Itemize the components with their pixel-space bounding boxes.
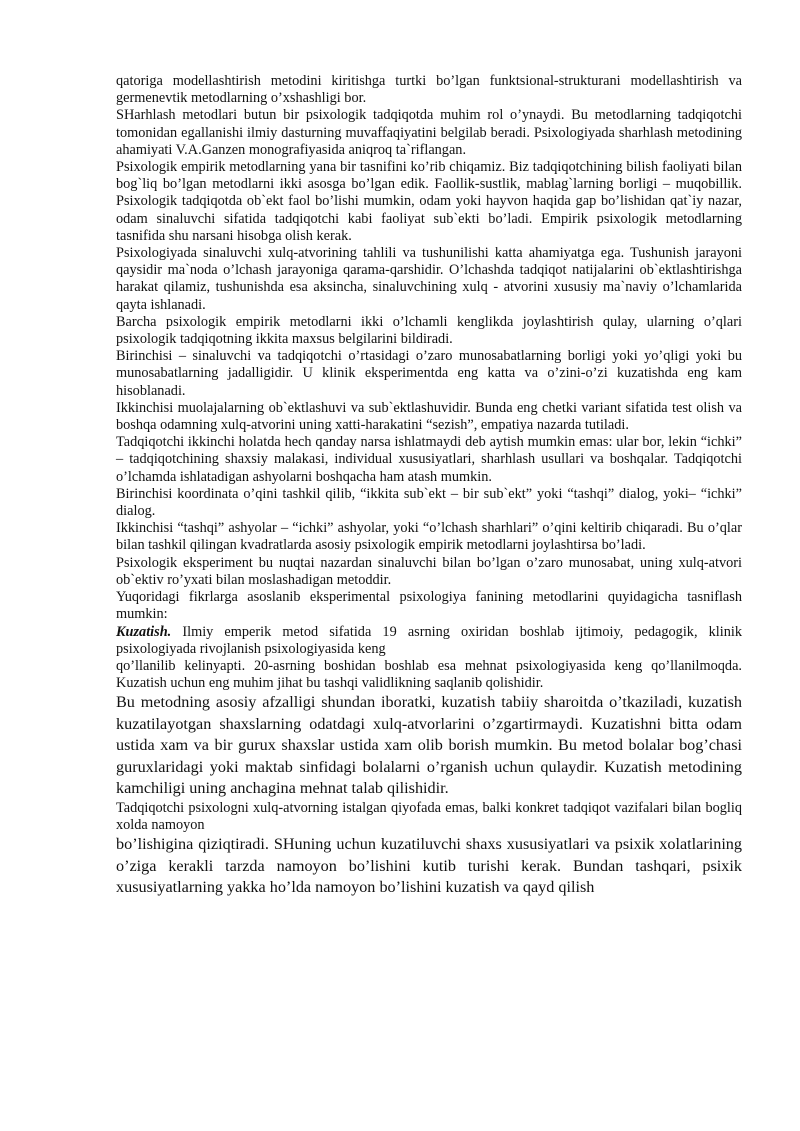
paragraph: Birinchisi – sinaluvchi va tadqiqotchi o’rtasidagi o’zaro munosabatlarning borligi yoki yo’qligi yoki bu munosabatlarning jadalligidir. U klinik eksperimentda eng katta va o’zini-o’zi kuzatishda eng kam hisoblanadi. — [116, 348, 742, 399]
paragraph: SHarhlash metodlari butun bir psixologik tadqiqotda muhim rol o’ynaydi. Bu metodlarning tadqiqotchi tomonidan egallanishi ilmiy dasturning muvaffaqiyatini belgilab beradi. Psixologiyada sharhlash metodining ahamiyati V.A.Ganzen monografiyasida aniqroq ta`riflangan. — [116, 107, 742, 158]
paragraph: qatoriga modellashtirish metodini kiritishga turtki bo’lgan funktsional-strukturani modellashtirish va germenevtik metodlarning o’xshashligi bor. — [116, 73, 742, 107]
paragraph: Ikkinchisi muolajalarning ob`ektlashuvi va sub`ektlashuvidir. Bunda eng chetki variant sifatida test olish va boshqa odamning xulq-atvorini uning xatti-harakatini “sezish”, empatiya nazarda tutiladi. — [116, 399, 742, 434]
paragraph: Bu metodning asosiy afzalligi shundan iboratki, kuzatish tabiiy sharoitda o’tkaziladi, kuzatish kuzatilayotgan shaxslarning odatdagi xulq-atvorlarini o’zgartirmaydi. Kuzatishni bitta odam ustida xam va bir gurux shaxslar ustida xam olib borish mumkin. Bu metod bolalar bog’chasi guruxlaridagi yoki maktab sinfidagi bolalarni o’rganish uchun qulaydir. Kuzatish metodining kamchiligi uning anchagina mehnat talab qilishidir. — [116, 693, 742, 798]
observation-paragraph — [116, 624, 742, 658]
paragraph: bo’lishigina qiziqtiradi. SHuning uchun kuzatiluvchi shaxs xususiyatlari va psixik xolatlarining o’ziga kerakli tarzda namoyon bo’lishini kutib turishi kerak. Bundan tashqari, psixik xususiyatlarning yakka ho’lda namoyon bo’lishini kuzatish va qayd qilish — [116, 835, 742, 897]
paragraph-text: Ilmiy emperik metod sifatida 19 asrning oxiridan boshlab ijtimoiy, pedagogik, klinik psixologiyada rivojlanish psixologiyasida keng — [116, 623, 742, 657]
paragraph: Ikkinchisi “tashqi” ashyolar – “ichki” ashyolar, yoki “o’lchash sharhlari” o’qini keltirib chiqaradi. Bu o’qlar bilan tashkil qilingan kvadratlarda asosiy psixologik empirik metodlarni joylashtirsa bo’ladi. — [116, 520, 742, 554]
paragraph: Psixologiyada sinaluvchi xulq-atvorining tahlili va tushunilishi katta ahamiyatga ega. Tushunish jarayoni qaysidir ma`noda o’lchash jarayoniga qarama-qarshidir. O’lchashda tadqiqot natijalarini ob`ektlashtirishga harakat qilamiz, tushunishda esa aksincha, sinaluvchining xulq - atvorini xususiy ma`naviy o’lchamlarida qayta ishlanadi. — [116, 245, 742, 313]
paragraph: Tadqiqotchi ikkinchi holatda hech qanday narsa ishlatmaydi deb aytish mumkin emas: ular bor, lekin “ichki” – tadqiqotchining shaxsiy malakasi, individual xususiyatlari, sharhlash usullari va boshqalar. Tadqiqotchi o’lchamda ishlatadigan ashyolarni boshqacha ham atash mumkin. — [116, 434, 742, 485]
term-heading: Kuzatish. — [116, 623, 172, 640]
paragraph: Barcha psixologik empirik metodlarni ikki o’lchamli kenglikda joylashtirish qulay, ularning o’qlari psixologik tadqiqotning ikkita maxsus belgilarini bildiradi. — [116, 313, 742, 348]
document-page — [116, 73, 742, 899]
paragraph: Psixologik eksperiment bu nuqtai nazardan sinaluvchi bilan bo’lgan o’zaro munosabat, uning xulq-atvori ob`ektiv ro’yxati bilan moslashadigan metoddir. — [116, 554, 742, 588]
paragraph: Yuqoridagi fikrlarga asoslanib eksperimental psixologiya fanining metodlarini quyidagicha tasniflash mumkin: — [116, 589, 742, 623]
paragraph: Tadqiqotchi psixologni xulq-atvorning istalgan qiyofada emas, balki konkret tadqiqot vazifalari bilan bogliq xolda namoyon — [116, 799, 742, 834]
paragraph: qo’llanilib kelinyapti. 20-asrning boshidan boshlab esa mehnat psixologiyasida keng qo’llanilmoqda. Kuzatish uchun eng muhim jihat bu tashqi validlikning saqlanib qolishidir. — [116, 657, 742, 692]
paragraph: Psixologik empirik metodlarning yana bir tasnifini ko’rib chiqamiz. Biz tadqiqotchining bilish faoliyati bilan bog`liq bo’lgan metodlarni ikki asosga bo’lgan edik. Faollik-sustlik, mablag`larning borligi – muqobillik. Psixologik tadqiqotda ob`ekt faol bo’lishi mumkin, odam yoki hayvon haqida gap bo’lishidan qat`iy nazar, odam sinaluvchi sifatida tadqiqotchi kabi faoliyat sub`ekti bo’ladi. Empirik psixologik metodlarning tasnifida shu narsani hisobga olish kerak. — [116, 159, 742, 244]
paragraph: Birinchisi koordinata o’qini tashkil qilib, “ikkita sub`ekt – bir sub`ekt” yoki “tashqi” dialog, yoki– “ichki” dialog. — [116, 485, 742, 520]
